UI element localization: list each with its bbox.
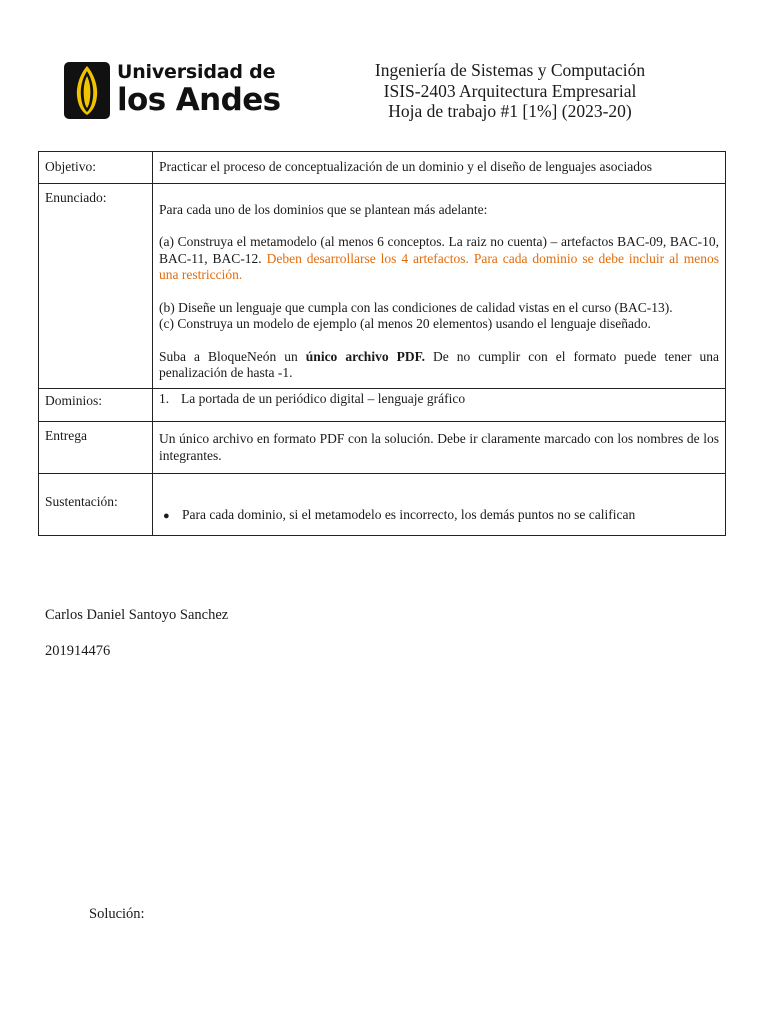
item-a-highlight: Deben desarrollarse los 4 artefactos. Para cada dominio se debe incluir al menos una restricción. (159, 250, 719, 282)
list-item (163, 507, 719, 525)
student-id: 201914476 (45, 643, 111, 659)
table-row-entrega (39, 422, 726, 474)
department-name: Ingeniería de Sistemas y Computación (374, 60, 646, 80)
list-item-number: 1. (159, 390, 170, 406)
enunciado-intro: Para cada uno de los dominios que se plantean más adelante: (159, 201, 488, 217)
enunciado-label: Enunciado: (39, 183, 153, 388)
logo-line-1: Universidad de (117, 61, 276, 83)
document-header (360, 60, 660, 122)
table-row-objetivo (39, 152, 726, 184)
entrega-label: Entrega (39, 422, 153, 474)
upload-bold: único archivo PDF. (305, 348, 425, 364)
dominios-label: Dominios: (39, 388, 153, 422)
enunciado-item-c: (c) Construya un modelo de ejemplo (al menos 20 elementos) usando el lenguaje diseñado. (159, 316, 651, 331)
logo-wordmark (117, 60, 281, 116)
list-item-text: La portada de un periódico digital – lenguaje gráfico (181, 390, 466, 406)
logo-line-2: los Andes (117, 82, 281, 118)
bullet-icon: ● (163, 510, 170, 522)
upload-pre: Suba a BloqueNeón un (159, 348, 298, 364)
student-name: Carlos Daniel Santoyo Sanchez (45, 607, 229, 623)
sustentacion-content (153, 474, 726, 536)
enunciado-content (153, 183, 726, 388)
table-row-sustentacion (39, 474, 726, 536)
solution-heading: Solución: (89, 906, 145, 922)
upload-post: De no cumplir con el formato puede tener una penalización de hasta -1. (159, 348, 720, 380)
entrega-text: Un único archivo en formato PDF con la solución. Debe ir claramente marcado con los nombres de los integrantes. (153, 422, 726, 474)
objetivo-label: Objetivo: (39, 152, 153, 184)
table-row-dominios (39, 388, 726, 422)
university-crest-icon (64, 62, 110, 119)
assignment-table (38, 151, 726, 536)
worksheet-title: Hoja de trabajo #1 [1%] (2023-20) (388, 101, 632, 121)
enunciado-item-b: (b) Diseñe un lenguaje que cumpla con las condiciones de calidad vistas en el curso (BAC-13). (159, 299, 673, 315)
enunciado-item-a (159, 234, 719, 284)
dominios-content (153, 388, 726, 422)
list-item (159, 391, 719, 408)
table-row-enunciado (39, 183, 726, 388)
university-logo (64, 60, 281, 120)
upload-instructions (159, 349, 719, 382)
list-item-text: Para cada dominio, si el metamodelo es incorrecto, los demás puntos no se califican (182, 507, 636, 522)
course-name: ISIS-2403 Arquitectura Empresarial (383, 80, 637, 101)
item-a-text: (a) Construya el metamodelo (al menos 6 conceptos. La raiz no cuenta) – artefactos BAC-09, BAC-10, BAC-11, BAC-12. (159, 234, 719, 266)
objetivo-text: Practicar el proceso de conceptualización de un dominio y el diseño de lenguajes asociados (153, 152, 726, 184)
sustentacion-label: Sustentación: (39, 474, 153, 536)
